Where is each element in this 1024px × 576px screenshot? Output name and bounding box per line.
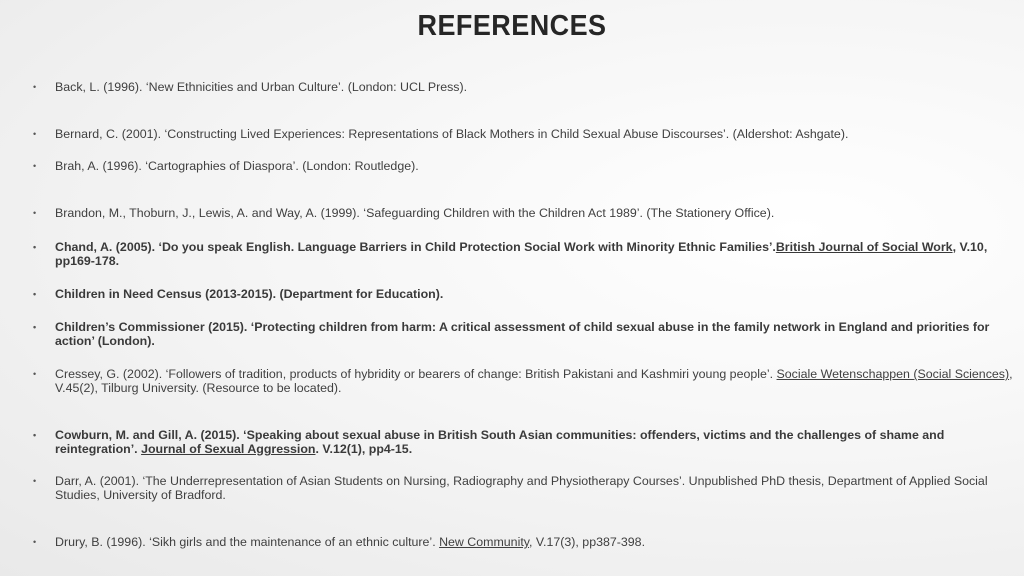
reference-item-back — [33, 80, 1015, 94]
reference-text: Drury, B. (1996). ‘Sikh girls and the maintenance of an ethnic culture’. — [55, 535, 440, 549]
bullet-icon: • — [33, 129, 37, 139]
reference-item-childrens-commissioner — [33, 320, 1015, 349]
reference-text-tail: , V.17(3), pp387-398. — [529, 535, 646, 549]
reference-item-drury — [33, 535, 1015, 549]
bullet-icon: • — [33, 476, 37, 486]
bullet-icon: • — [33, 82, 37, 92]
journal-link[interactable]: Journal of Sexual Aggression — [141, 442, 316, 457]
reference-item-children-in-need — [33, 287, 1015, 301]
reference-text: Cressey, G. (2002). ‘Followers of tradition, products of hybridity or bearers of change: British Pakistani and Kashmiri young people’. — [55, 367, 777, 381]
reference-item-bernard — [33, 127, 1015, 141]
reference-item-cowburn — [33, 428, 1015, 457]
bullet-icon: • — [33, 430, 37, 440]
bullet-icon: • — [33, 369, 37, 379]
reference-text: Brah, A. (1996). ‘Cartographies of Diaspora’. (London: Routledge). — [55, 159, 419, 173]
page-title: REFERENCES — [417, 10, 607, 42]
reference-item-brah — [33, 159, 1015, 173]
journal-link[interactable]: Sociale Wetenschappen (Social Sciences) — [776, 367, 1010, 381]
bullet-icon: • — [33, 161, 37, 171]
reference-text: Back, L. (1996). ‘New Ethnicities and Urban Culture’. (London: UCL Press). — [55, 80, 468, 94]
journal-link[interactable]: British Journal of Social Work — [775, 240, 953, 254]
reference-item-cressey — [33, 367, 1015, 396]
reference-text: Bernard, C. (2001). ‘Constructing Lived Experiences: Representations of Black Mothers in Child Sexual Abuse Discourses’. (Aldershot: Ashgate). — [55, 127, 849, 141]
bullet-icon: • — [33, 208, 37, 218]
reference-text: Brandon, M., Thoburn, J., Lewis, A. and Way, A. (1999). ‘Safeguarding Children with the Children Act 1989’. (The Stationery Office). — [55, 206, 775, 220]
reference-item-darr — [33, 474, 1015, 503]
bullet-icon: • — [33, 322, 37, 332]
reference-item-brandon — [33, 206, 1015, 220]
reference-text: Children’s Commissioner (2015). ‘Protecting children from harm: A critical assessment of child sexual abuse in the family network in England and priorities for action’ (London). — [55, 320, 990, 349]
reference-item-chand — [33, 240, 1015, 269]
bullet-icon: • — [33, 289, 37, 299]
reference-text-tail: . V.12(1), pp4-15. — [315, 442, 413, 457]
journal-link[interactable]: New Community — [439, 535, 530, 549]
bullet-icon: • — [33, 242, 37, 252]
reference-text-tail: , V.10, pp169-178. — [55, 240, 988, 269]
reference-text: Cowburn, M. and Gill, A. (2015). ‘Speaking about sexual abuse in British South Asian communities: offenders, victims and the challenges of shame and reintegration’. — [55, 428, 945, 457]
reference-text-tail: , V.45(2), Tilburg University. (Resource to be located). — [55, 367, 1013, 396]
reference-text: Children in Need Census (2013-2015). (Department for Education). — [55, 287, 444, 301]
reference-text: Darr, A. (2001). ‘The Underrepresentation of Asian Students on Nursing, Radiography and Physiotherapy Courses’. Unpublished PhD thesis, Department of Applied Social Studies, University of Bradford. — [55, 474, 988, 503]
bullet-icon: • — [33, 537, 37, 547]
reference-text: Chand, A. (2005). ‘Do you speak English. Language Barriers in Child Protection Social Work with Minority Ethnic Families’. — [55, 240, 776, 254]
